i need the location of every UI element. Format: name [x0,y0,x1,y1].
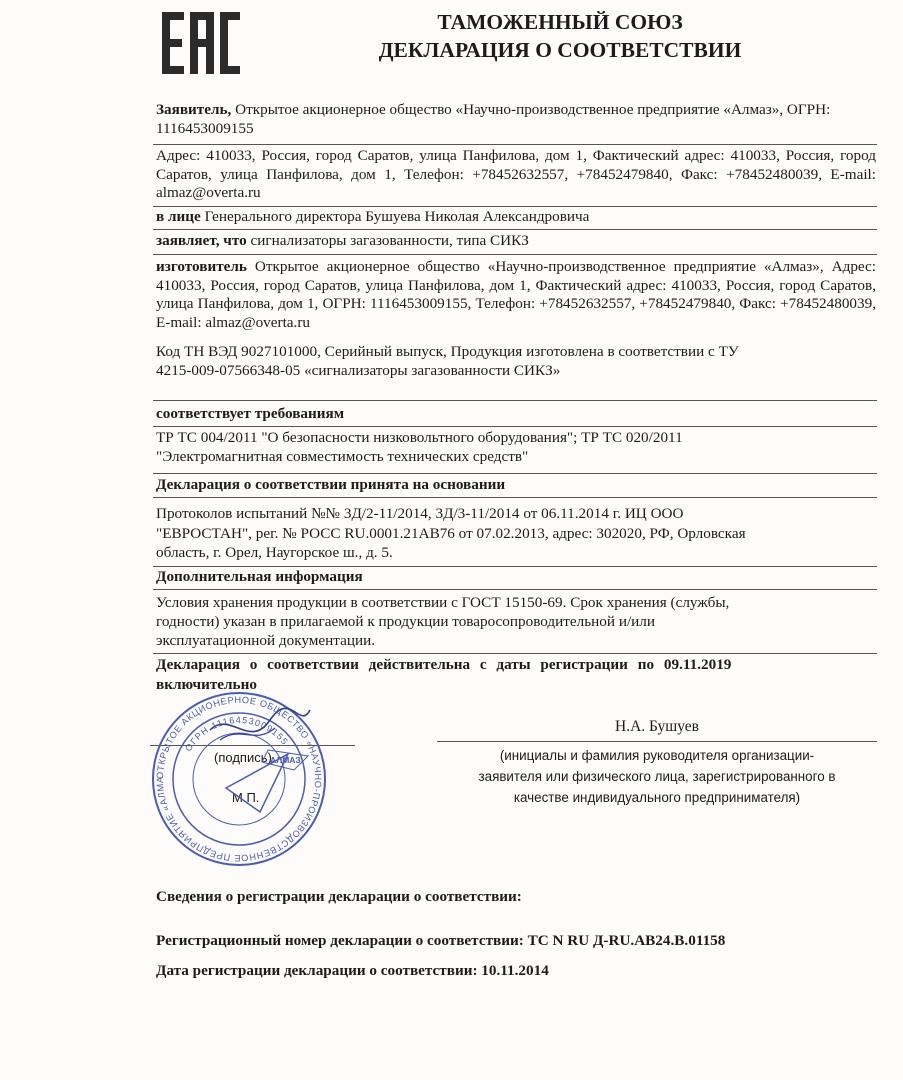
title-line-2: ДЕКЛАРАЦИЯ О СООТВЕТСТВИИ [378,38,742,62]
additional-label-text: Дополнительная информация [156,568,363,585]
declares-block [156,232,876,251]
divider [153,426,877,427]
stamp-outer-text: ОТКРЫТОЕ АКЦИОНЕРНОЕ ОБЩЕСТВО «НАУЧНО-ПРОИЗВОДСТВЕННОЕ ПРЕДПРИЯТИЕ «АЛМА [154,694,324,864]
represented-by [156,208,876,227]
validity-line-1: Декларация о соответствии действительна с даты регистрации по 09.11.2019 [156,656,732,673]
validity-line-2: включительно [156,676,257,693]
divider [153,400,877,401]
requirements-label-text: соответствует требованиям [156,405,345,422]
product-code-line-2: 4215-009-07566348-05 «сигнализаторы загазованности СИКЗ» [156,362,561,379]
requirements-label [156,405,876,424]
eac-logo [160,8,242,78]
applicant-text: Открытое акционерное общество «Научно-производственное предприятие «Алмаз», ОГРН: 1116453009155 [156,101,831,137]
basis-line-3: область, г. Орел, Наугорское ш., д. 5. [156,544,393,561]
registration-heading: Сведения о регистрации декларации о соответствии: [156,888,522,905]
additional-line-2: годности) указан в прилагаемой к продукции товаросопроводительной и/или [156,613,655,630]
requirements-line-1: ТР ТС 004/2011 "О безопасности низковольтного оборудования"; ТР ТС 020/2011 [156,429,683,446]
basis-line-1: Протоколов испытаний №№ 3Д/2-11/2014, 3Д/3-11/2014 от 06.11.2014 г. ИЦ ООО [156,505,684,522]
basis-label [156,476,876,495]
basis-label-text: Декларация о соответствии принята на основании [156,476,506,493]
declares-text: сигнализаторы загазованности, типа СИКЗ [246,232,529,249]
divider [153,229,877,230]
divider [153,254,877,255]
basis-line-2: "ЕВРОСТАН", рег. № РОСС RU.0001.21АВ76 от 07.02.2013, адрес: 302020, РФ, Орловская [156,525,746,542]
stamp-inner-text: ОГРН 1116453009155 [183,714,291,754]
divider [153,473,877,474]
company-stamp [150,690,328,868]
stamp-center-text: АЛМАЗ [270,755,301,765]
registration-date: Дата регистрации декларации о соответствии: 10.11.2014 [156,962,549,979]
signer-caption [437,745,877,808]
divider [153,566,877,567]
eac-mark-icon [160,8,242,78]
applicant-block [156,101,876,138]
represented-by-text: Генерального директора Бушуева Николая Александровича [200,208,590,225]
additional-label [156,568,876,587]
additional-line-3: эксплуатационной документации. [156,632,375,649]
manufacturer-text: Открытое акционерное общество «Научно-производственное предприятие «Алмаз», Адрес: 410033, Россия, город Саратов, улица Панфилова, дом 1, Фактический адрес: 410033, Россия, город Саратов, улица Панфилова, дом 1, ОГРН: 1116453009155, Телефон: +78452632557, +78452479840, Факс: +78452480039, E-mail: almaz@overta.ru [156,258,876,331]
requirements-line-2: "Электромагнитная совместимость технических средств" [156,448,529,465]
declares-label: заявляет, что [156,232,247,249]
address-block: Адрес: 410033, Россия, город Саратов, улица Панфилова, дом 1, Фактический адрес: 410033, Россия, город Саратов, улица Панфилова, дом 1, Телефон: +78452632557, +78452479840, Факс: +78452480039, E-mail: almaz@overta.ru [156,147,876,202]
product-code-line-1: Код ТН ВЭД 9027101000, Серийный выпуск, Продукция изготовлена в соответствии с ТУ [156,343,739,360]
divider [153,589,877,590]
signer-caption-line-3: качестве индивидуального предпринимателя) [513,790,801,805]
name-line [437,741,877,742]
manufacturer-label: изготовитель [156,258,247,275]
divider [153,144,877,145]
represented-by-label: в лице [156,208,201,225]
divider [153,497,877,498]
signature-caption: (подпись) [214,750,272,765]
divider [153,653,877,654]
signer-name: Н.А. Бушуев [615,718,699,735]
signer-caption-line-2: заявителя или физического лица, зарегистрированного в [478,769,836,784]
manufacturer-block [156,258,876,332]
title-line-1: ТАМОЖЕННЫЙ СОЮЗ [437,10,683,34]
divider [153,206,877,207]
additional-line-1: Условия хранения продукции в соответствии с ГОСТ 15150-69. Срок хранения (службы, [156,594,730,611]
round-seal-icon [150,690,328,868]
signer-caption-line-1: (инициалы и фамилия руководителя организации- [499,748,815,763]
seal-caption: М.П. [232,790,260,805]
registration-number: Регистрационный номер декларации о соответствии: ТС N RU Д-RU.АВ24.В.01158 [156,932,726,949]
applicant-label: Заявитель, [156,101,232,118]
